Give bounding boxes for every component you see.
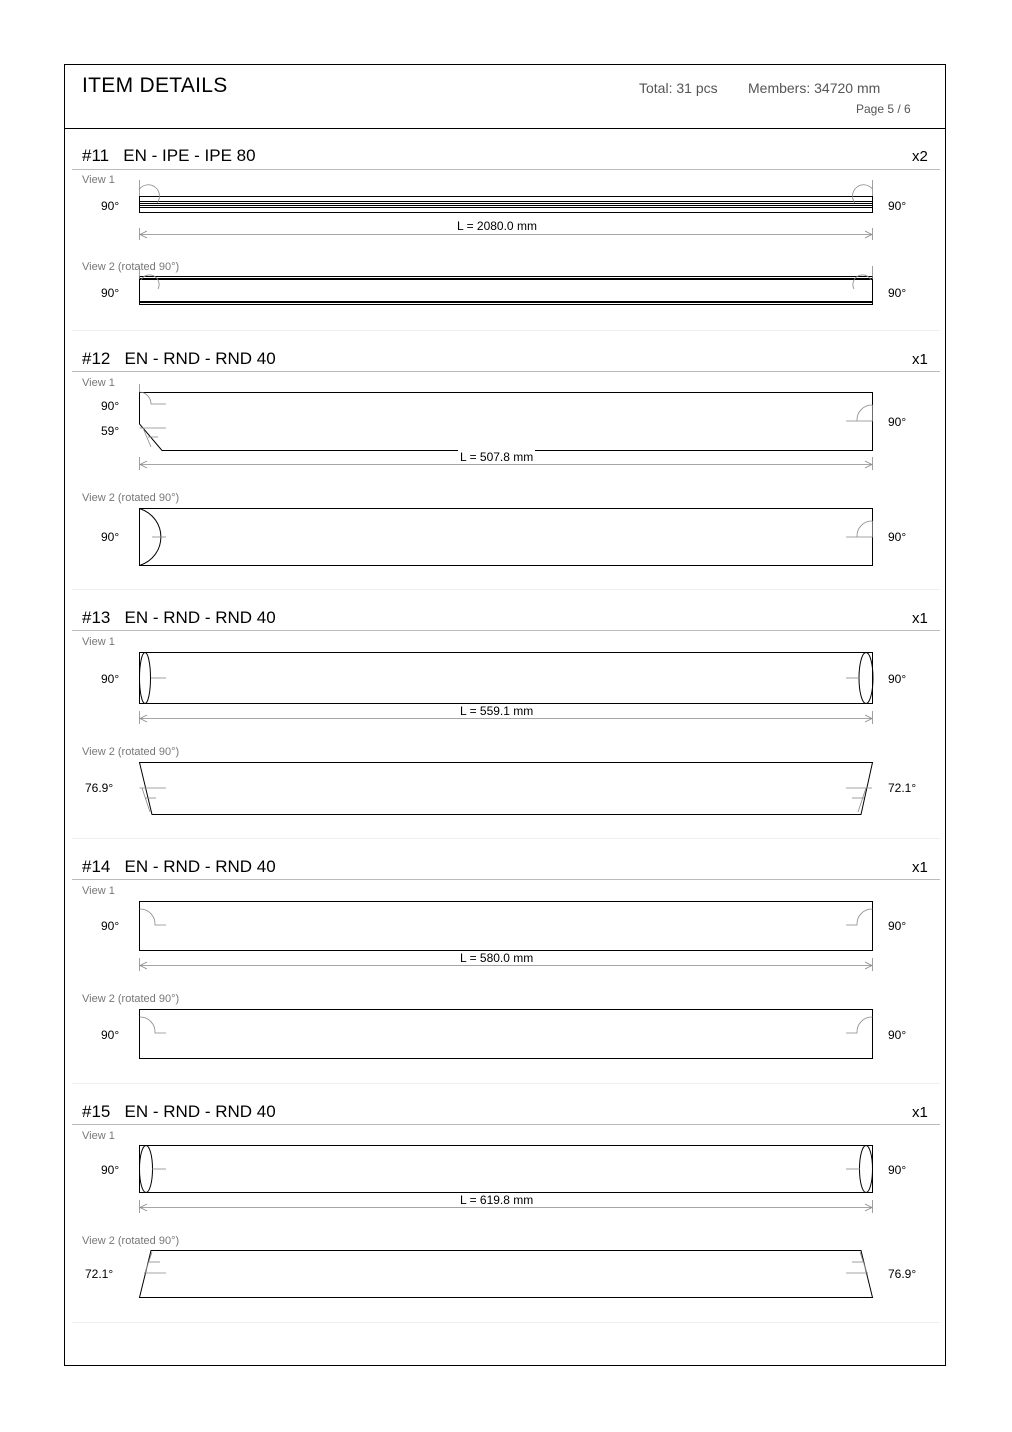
item-profile: EN - IPE - IPE 80 — [123, 146, 256, 165]
item-12-view1 — [140, 393, 873, 451]
item-15-length: L = 619.8 mm — [460, 1193, 534, 1207]
item-number: #13 — [82, 608, 111, 627]
page-number: Page 5 / 6 — [856, 102, 911, 116]
item-13-view1-left-angle: 90° — [101, 672, 120, 686]
item-13-view2 — [140, 763, 873, 815]
item-12-view1-left-angle: 90° — [101, 399, 120, 413]
item-12-view2-left-angle: 90° — [101, 530, 120, 544]
item-14-quantity: x1 — [912, 859, 928, 876]
item-15-angle-marks — [144, 1169, 868, 1273]
item-number: #11 — [82, 146, 110, 165]
item-profile: EN - RND - RND 40 — [124, 857, 276, 876]
item-11-view1 — [139, 197, 873, 213]
item-11-quantity: x2 — [912, 148, 928, 165]
item-15-view2 — [140, 1251, 873, 1298]
item-12-view2-label: View 2 (rotated 90°) — [82, 492, 180, 504]
item-11-title — [82, 146, 256, 166]
item-12-quantity: x1 — [912, 351, 928, 368]
item-15-view2-left-angle: 72.1° — [85, 1267, 114, 1281]
item-11-length: L = 2080.0 mm — [457, 219, 537, 233]
item-14-view1-label: View 1 — [82, 885, 115, 897]
item-11-view2-left-angle: 90° — [101, 286, 120, 300]
item-15-view1-label: View 1 — [82, 1130, 115, 1142]
item-13-view1-right-angle: 90° — [888, 672, 907, 686]
item-11-view1-label: View 1 — [82, 174, 115, 186]
item-13-view2-left-angle: 76.9° — [85, 781, 114, 795]
item-13-angle-marks — [140, 678, 873, 812]
item-11-view1-left-angle: 90° — [101, 199, 120, 213]
item-15-view1-left-angle: 90° — [101, 1163, 120, 1177]
item-13-quantity: x1 — [912, 610, 928, 627]
item-14-view1-left-angle: 90° — [101, 919, 120, 933]
item-13-view1-label: View 1 — [82, 636, 115, 648]
item-12-title — [82, 349, 276, 369]
item-13-view1 — [140, 653, 874, 704]
members-length: Members: 34720 mm — [748, 80, 881, 96]
item-15-view1 — [140, 1146, 873, 1193]
item-14-view1-right-angle: 90° — [888, 919, 907, 933]
item-15-view1-right-angle: 90° — [888, 1163, 907, 1177]
item-15-view2-right-angle: 76.9° — [888, 1267, 917, 1281]
item-12-view2-right-angle: 90° — [888, 530, 907, 544]
item-13-view2-label: View 2 (rotated 90°) — [82, 746, 180, 758]
item-number: #15 — [82, 1102, 111, 1121]
item-15-title — [82, 1102, 276, 1122]
item-11-view2-right-angle: 90° — [888, 286, 907, 300]
item-15-quantity: x1 — [912, 1104, 928, 1121]
item-14-view1 — [140, 902, 873, 951]
item-12-view1-label: View 1 — [82, 377, 115, 389]
item-profile: EN - RND - RND 40 — [124, 1102, 276, 1121]
item-12-view1-cut-angle: 59° — [101, 424, 120, 438]
item-13-view2-right-angle: 72.1° — [888, 781, 917, 795]
item-11-view2 — [139, 277, 873, 305]
item-profile: EN - RND - RND 40 — [124, 349, 276, 368]
item-14-view2-label: View 2 (rotated 90°) — [82, 993, 180, 1005]
item-number: #14 — [82, 857, 111, 876]
item-12-view2 — [140, 509, 873, 566]
item-14-length: L = 580.0 mm — [460, 951, 534, 965]
item-13-title — [82, 608, 276, 628]
item-11-view2-label: View 2 (rotated 90°) — [82, 261, 180, 273]
item-15-view2-label: View 2 (rotated 90°) — [82, 1235, 180, 1247]
item-13-length: L = 559.1 mm — [460, 704, 534, 718]
item-number: #12 — [82, 349, 111, 368]
item-14-title — [82, 857, 276, 877]
item-12-length: L = 507.8 mm — [460, 450, 534, 464]
title-rules — [72, 170, 940, 1125]
item-12-view1-right-angle: 90° — [888, 415, 907, 429]
item-14-angle-marks — [140, 909, 873, 1033]
total-count: Total: 31 pcs — [639, 80, 718, 96]
item-14-view2 — [140, 1010, 873, 1059]
item-11-view1-right-angle: 90° — [888, 199, 907, 213]
item-profile: EN - RND - RND 40 — [124, 608, 276, 627]
item-14-view2-left-angle: 90° — [101, 1028, 120, 1042]
item-separators — [72, 331, 940, 1323]
item-14-view2-right-angle: 90° — [888, 1028, 907, 1042]
page-title: ITEM DETAILS — [82, 74, 228, 97]
